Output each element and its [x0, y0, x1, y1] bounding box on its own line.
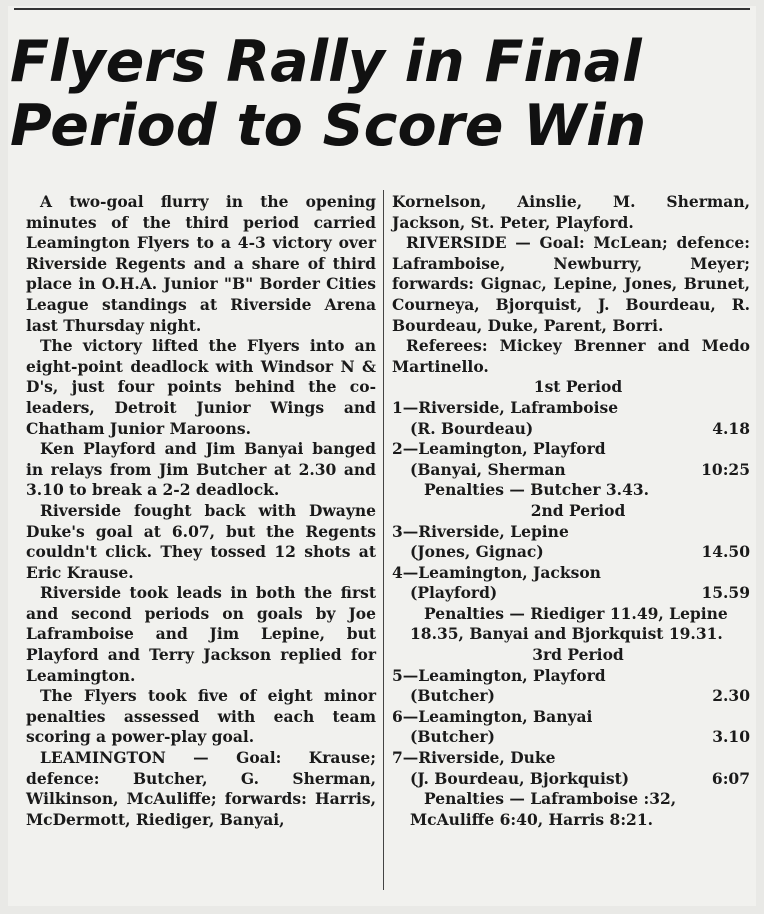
goal-entry: 3—Riverside, Lepine [392, 521, 569, 541]
goal-entry: 5—Leamington, Playford [392, 665, 606, 685]
goal-assist-row [392, 419, 750, 440]
goal-assist: (Butcher) [410, 727, 495, 747]
goal-assist-row [392, 727, 750, 748]
article-right-column [392, 192, 750, 830]
goal-assist: (J. Bourdeau, Bjorkquist) [410, 768, 630, 788]
referees: Referees: Mickey Brenner and Medo Martinello. [392, 336, 750, 376]
penalties: Penalties — Riediger 11.49, Lepine 18.35, Banyai and Bjorkquist 19.31. [410, 603, 728, 644]
paragraph: The Flyers took five of eight minor penalties assessed with each team scoring a power-play goal. [26, 686, 376, 747]
lineup-continuation: Kornelson, Ainslie, M. Sherman, Jackson, St. Peter, Playford. [392, 192, 750, 232]
goal-time: 10:25 [701, 459, 750, 479]
goal-time: 4.18 [712, 418, 750, 438]
goal-assist: (Butcher) [410, 686, 495, 706]
top-rule [14, 8, 750, 10]
goal-entry: 6—Leamington, Banyai [392, 706, 593, 726]
goal-entry: 4—Leamington, Jackson [392, 562, 601, 582]
goal-time: 2.30 [712, 686, 750, 706]
goal-time: 15.59 [701, 583, 750, 603]
penalties: Penalties — Laframboise :32, McAuliffe 6:40, Harris 8:21. [410, 789, 677, 829]
riverside-lineup: RIVERSIDE — Goal: McLean; defence: Laframboise, Newburry, Meyer; forwards: Gignac, Lepine, Jones, Brunet, Courneya, Bjorquist, J. Bourdeau, R. Bourdeau, Duke, Parent, Borri. [392, 233, 750, 335]
goal-assist: (Jones, Gignac) [410, 542, 544, 562]
column-divider [383, 190, 384, 890]
paragraph: The victory lifted the Flyers into an eight-point deadlock with Windsor N & D's, just four points behind the co-leaders, Detroit Junior Wings and Chatham Junior Maroons. [26, 336, 376, 438]
paragraph: Ken Playford and Jim Banyai banged in relays from Jim Butcher at 2.30 and 3.10 to break a 2-2 deadlock. [26, 439, 376, 500]
article-left-column [26, 192, 376, 830]
penalties: Penalties — Butcher 3.43. [424, 480, 650, 500]
paragraph: Riverside fought back with Dwayne Duke's goal at 6.07, but the Regents couldn't click. They tossed 12 shots at Eric Krause. [26, 500, 376, 582]
goal-time: 6:07 [711, 768, 750, 788]
goal-assist: (R. Bourdeau) [410, 418, 534, 438]
goal-assist: (Banyai, Sherman [410, 459, 566, 479]
headline-line-1: Flyers Rally in Final [10, 29, 642, 95]
paragraph: A two-goal flurry in the opening minutes of the third period carried Leamington Flyers to a 4-3 victory over Riverside Regents and a share of third place in O.H.A. Junior "B" Border Cities League standings at Riverside Arena last Thursday night. [26, 192, 376, 335]
period-heading: 3rd Period [532, 645, 624, 665]
goal-entry: 2—Leamington, Playford [392, 439, 606, 459]
goal-assist: (Playford) [410, 583, 498, 603]
goal-assist-row [392, 769, 750, 790]
goal-time: 14.50 [701, 542, 750, 562]
goal-assist-row [392, 460, 750, 481]
period-heading: 1st Period [533, 377, 623, 397]
goal-entry: 1—Riverside, Laframboise [392, 397, 619, 417]
paragraph: LEAMINGTON — Goal: Krause; defence: Butcher, G. Sherman, Wilkinson, McAuliffe; forwards: Harris, McDermott, Riediger, Banyai, [26, 748, 376, 829]
goal-assist-row [392, 542, 750, 563]
goal-assist-row [392, 583, 750, 604]
headline-line-2: Period to Score Win [10, 93, 647, 159]
paragraph: Riverside took leads in both the first and second periods on goals by Joe Laframboise and Jim Lepine, but Playford and Terry Jackson replied for Leamington. [26, 583, 376, 685]
goal-time: 3.10 [712, 727, 750, 747]
headline [10, 30, 750, 158]
goal-entry: 7—Riverside, Duke [392, 748, 556, 768]
period-heading: 2nd Period [530, 500, 626, 520]
goal-assist-row [392, 686, 750, 707]
